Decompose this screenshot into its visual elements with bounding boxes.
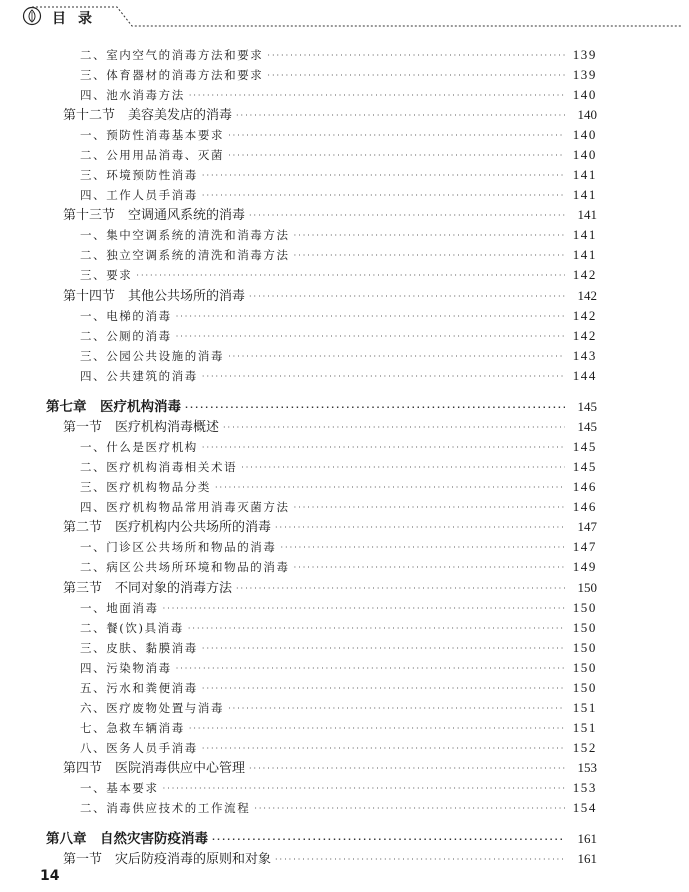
toc-entry xyxy=(63,206,597,224)
toc-entry-label: 二、公厕的消毒 xyxy=(80,329,172,343)
toc-entry xyxy=(80,66,597,84)
toc-entry xyxy=(80,438,597,456)
toc-entry xyxy=(80,498,597,516)
toc-entry-page: 141 xyxy=(577,207,597,222)
toc-entry-label: 一、电梯的消毒 xyxy=(80,309,172,323)
toc-entry xyxy=(80,126,597,144)
toc-entry xyxy=(80,458,597,476)
toc-entry-page: 140 xyxy=(572,127,597,142)
toc-entry xyxy=(80,739,597,757)
toc-entry xyxy=(80,46,597,64)
toc-entry xyxy=(46,398,597,416)
dot-leader xyxy=(281,539,566,557)
toc-entry-page: 161 xyxy=(577,831,597,846)
toc-entry xyxy=(80,86,597,104)
toc-entry-label: 三、要求 xyxy=(80,268,133,282)
toc-entry-label: 第十二节 美容美发店的消毒 xyxy=(63,108,233,123)
toc-entry-page: 146 xyxy=(572,499,597,514)
dot-leader xyxy=(254,800,565,818)
toc-entry xyxy=(80,307,597,325)
toc-entry xyxy=(80,779,597,797)
toc-entry-page: 153 xyxy=(577,760,597,775)
toc-entry-page: 161 xyxy=(577,851,597,866)
page-number: 14 xyxy=(40,868,60,884)
toc-entry-page: 142 xyxy=(572,308,597,323)
dot-leader xyxy=(249,207,565,225)
dot-leader xyxy=(163,780,565,798)
toc-entry-page: 141 xyxy=(572,247,597,262)
toc-entry xyxy=(80,146,597,164)
dot-leader xyxy=(189,87,565,105)
toc-entry xyxy=(80,327,597,345)
page-header xyxy=(22,6,682,32)
toc-entry xyxy=(80,266,597,284)
toc-entry-label: 一、地面消毒 xyxy=(80,601,159,615)
dot-leader xyxy=(176,328,565,346)
toc-entry-page: 146 xyxy=(572,479,597,494)
toc-entry xyxy=(80,699,597,717)
toc-entry xyxy=(80,538,597,556)
toc-entry-label: 第十三节 空调通风系统的消毒 xyxy=(63,208,246,223)
dot-leader xyxy=(202,740,565,758)
toc-entry-label: 二、餐(饮)具消毒 xyxy=(80,621,184,635)
toc-entry xyxy=(80,619,597,637)
toc-entry xyxy=(80,166,597,184)
toc-entry-page: 145 xyxy=(577,419,597,434)
dot-leader xyxy=(189,720,565,738)
dot-leader xyxy=(176,660,565,678)
dot-leader xyxy=(294,227,565,245)
toc-entry xyxy=(80,186,597,204)
toc-entry-label: 一、预防性消毒基本要求 xyxy=(80,128,225,142)
toc-entry-label: 六、医疗废物处置与消毒 xyxy=(80,701,225,715)
toc-entry-label: 四、医疗机构物品常用消毒灭菌方法 xyxy=(80,500,290,514)
toc-entry xyxy=(63,106,597,124)
toc-entry xyxy=(80,599,597,617)
dot-leader xyxy=(241,459,565,477)
toc-entry-page: 151 xyxy=(572,700,597,715)
toc-entry-page: 145 xyxy=(577,399,597,414)
toc-entry xyxy=(80,347,597,365)
toc-entry-label: 五、污水和粪便消毒 xyxy=(80,681,198,695)
toc-entry-label: 二、医疗机构消毒相关术语 xyxy=(80,460,238,474)
toc-entry-page: 147 xyxy=(577,519,597,534)
toc-entry-label: 第八章 自然灾害防疫消毒 xyxy=(46,831,208,847)
dot-leader xyxy=(185,399,565,417)
dot-leader xyxy=(202,368,565,386)
toc-entry-page: 140 xyxy=(572,147,597,162)
dot-leader xyxy=(176,308,565,326)
toc-entry-page: 139 xyxy=(572,67,597,82)
dot-leader xyxy=(163,600,565,618)
toc-entry xyxy=(80,679,597,697)
toc-entry-label: 四、池水消毒方法 xyxy=(80,88,185,102)
toc-entry-page: 142 xyxy=(572,267,597,282)
toc-entry-page: 139 xyxy=(572,47,597,62)
toc-entry xyxy=(80,639,597,657)
toc-entry-page: 140 xyxy=(572,87,597,102)
toc-entry-page: 145 xyxy=(572,439,597,454)
toc-entry-label: 三、公园公共设施的消毒 xyxy=(80,349,225,363)
toc-entry-page: 150 xyxy=(572,620,597,635)
dot-leader xyxy=(215,479,565,497)
dot-leader xyxy=(267,67,565,85)
toc-entry xyxy=(80,478,597,496)
dot-leader xyxy=(202,167,565,185)
toc-entry-page: 154 xyxy=(572,800,597,815)
toc-entry-page: 141 xyxy=(572,227,597,242)
toc-entry-page: 143 xyxy=(572,348,597,363)
toc-entry-label: 第十四节 其他公共场所的消毒 xyxy=(63,289,246,304)
toc-entry-label: 一、什么是医疗机构 xyxy=(80,440,198,454)
toc-entry-page: 150 xyxy=(572,680,597,695)
toc-entry-page: 150 xyxy=(572,660,597,675)
toc-entry xyxy=(80,226,597,244)
toc-entry-label: 一、集中空调系统的清洗和消毒方法 xyxy=(80,228,290,242)
dot-leader xyxy=(202,680,565,698)
toc-entry-label: 二、室内空气的消毒方法和要求 xyxy=(80,48,264,62)
dot-leader xyxy=(228,147,565,165)
toc-entry xyxy=(63,287,597,305)
toc-entry xyxy=(80,799,597,817)
toc-entry xyxy=(80,659,597,677)
toc-entry-page: 147 xyxy=(572,539,597,554)
dot-leader xyxy=(212,831,565,849)
dot-leader xyxy=(294,247,565,265)
toc-entry xyxy=(80,367,597,385)
dot-leader xyxy=(202,187,565,205)
dot-leader xyxy=(228,127,565,145)
toc-entry-label: 八、医务人员手消毒 xyxy=(80,741,198,755)
dot-leader xyxy=(294,499,565,517)
toc-entry-page: 150 xyxy=(572,640,597,655)
toc-entry-label: 四、污染物消毒 xyxy=(80,661,172,675)
dot-leader xyxy=(228,348,565,366)
toc-entry-page: 150 xyxy=(572,600,597,615)
toc-entry-label: 第七章 医疗机构消毒 xyxy=(46,399,181,415)
dot-leader xyxy=(236,107,565,125)
dot-leader xyxy=(223,419,565,437)
toc-entry xyxy=(80,246,597,264)
toc-entry-page: 142 xyxy=(572,328,597,343)
toc-entry-label: 四、工作人员手消毒 xyxy=(80,188,198,202)
dot-leader xyxy=(275,851,565,869)
toc-entry-page: 152 xyxy=(572,740,597,755)
toc-entry-page: 141 xyxy=(572,167,597,182)
toc-entry xyxy=(63,579,597,597)
toc-entry-label: 三、体育器材的消毒方法和要求 xyxy=(80,68,264,82)
toc-entry-label: 四、公共建筑的消毒 xyxy=(80,369,198,383)
dot-leader xyxy=(275,519,565,537)
toc-entry-page: 142 xyxy=(577,288,597,303)
toc-entry xyxy=(63,418,597,436)
toc-entry-page: 144 xyxy=(572,368,597,383)
dot-leader xyxy=(202,439,565,457)
toc-entry-label: 一、门诊区公共场所和物品的消毒 xyxy=(80,540,277,554)
toc-entry-label: 第三节 不同对象的消毒方法 xyxy=(63,581,233,596)
dot-leader xyxy=(249,288,565,306)
dot-leader xyxy=(202,640,565,658)
toc-entry-label: 第一节 医疗机构消毒概述 xyxy=(63,420,220,435)
toc-entry-page: 149 xyxy=(572,559,597,574)
toc-entry xyxy=(63,518,597,536)
header-rule xyxy=(22,6,682,32)
toc-entry-label: 二、消毒供应技术的工作流程 xyxy=(80,801,251,815)
toc-entry-label: 二、公用用品消毒、灭菌 xyxy=(80,148,225,162)
toc-entry-label: 七、急救车辆消毒 xyxy=(80,721,185,735)
dot-leader xyxy=(228,700,565,718)
toc-entry-label: 三、环境预防性消毒 xyxy=(80,168,198,182)
toc-entry-label: 第四节 医院消毒供应中心管理 xyxy=(63,761,246,776)
toc-entry-page: 141 xyxy=(572,187,597,202)
toc-entry xyxy=(46,830,597,848)
toc-entry-label: 二、病区公共场所环境和物品的消毒 xyxy=(80,560,290,574)
header-title: 目录 xyxy=(52,11,104,27)
toc-entry-label: 一、基本要求 xyxy=(80,781,159,795)
dot-leader xyxy=(236,580,565,598)
dot-leader xyxy=(188,620,565,638)
toc-entry-page: 140 xyxy=(577,107,597,122)
toc-entry xyxy=(80,558,597,576)
dot-leader xyxy=(294,559,565,577)
dot-leader xyxy=(249,760,565,778)
toc-entry-label: 三、医疗机构物品分类 xyxy=(80,480,211,494)
toc-entry-page: 151 xyxy=(572,720,597,735)
dot-leader xyxy=(136,267,565,285)
toc-entry-page: 145 xyxy=(572,459,597,474)
toc-entry-label: 第一节 灾后防疫消毒的原则和对象 xyxy=(63,852,272,867)
toc-entry-page: 153 xyxy=(572,780,597,795)
toc-entry xyxy=(63,850,597,868)
toc-entry-label: 三、皮肤、黏膜消毒 xyxy=(80,641,198,655)
toc-entry xyxy=(80,719,597,737)
toc-entry-page: 150 xyxy=(577,580,597,595)
toc-entry xyxy=(63,759,597,777)
toc-entry-label: 第二节 医疗机构内公共场所的消毒 xyxy=(63,520,272,535)
toc-entry-label: 二、独立空调系统的清洗和消毒方法 xyxy=(80,248,290,262)
dot-leader xyxy=(267,47,565,65)
